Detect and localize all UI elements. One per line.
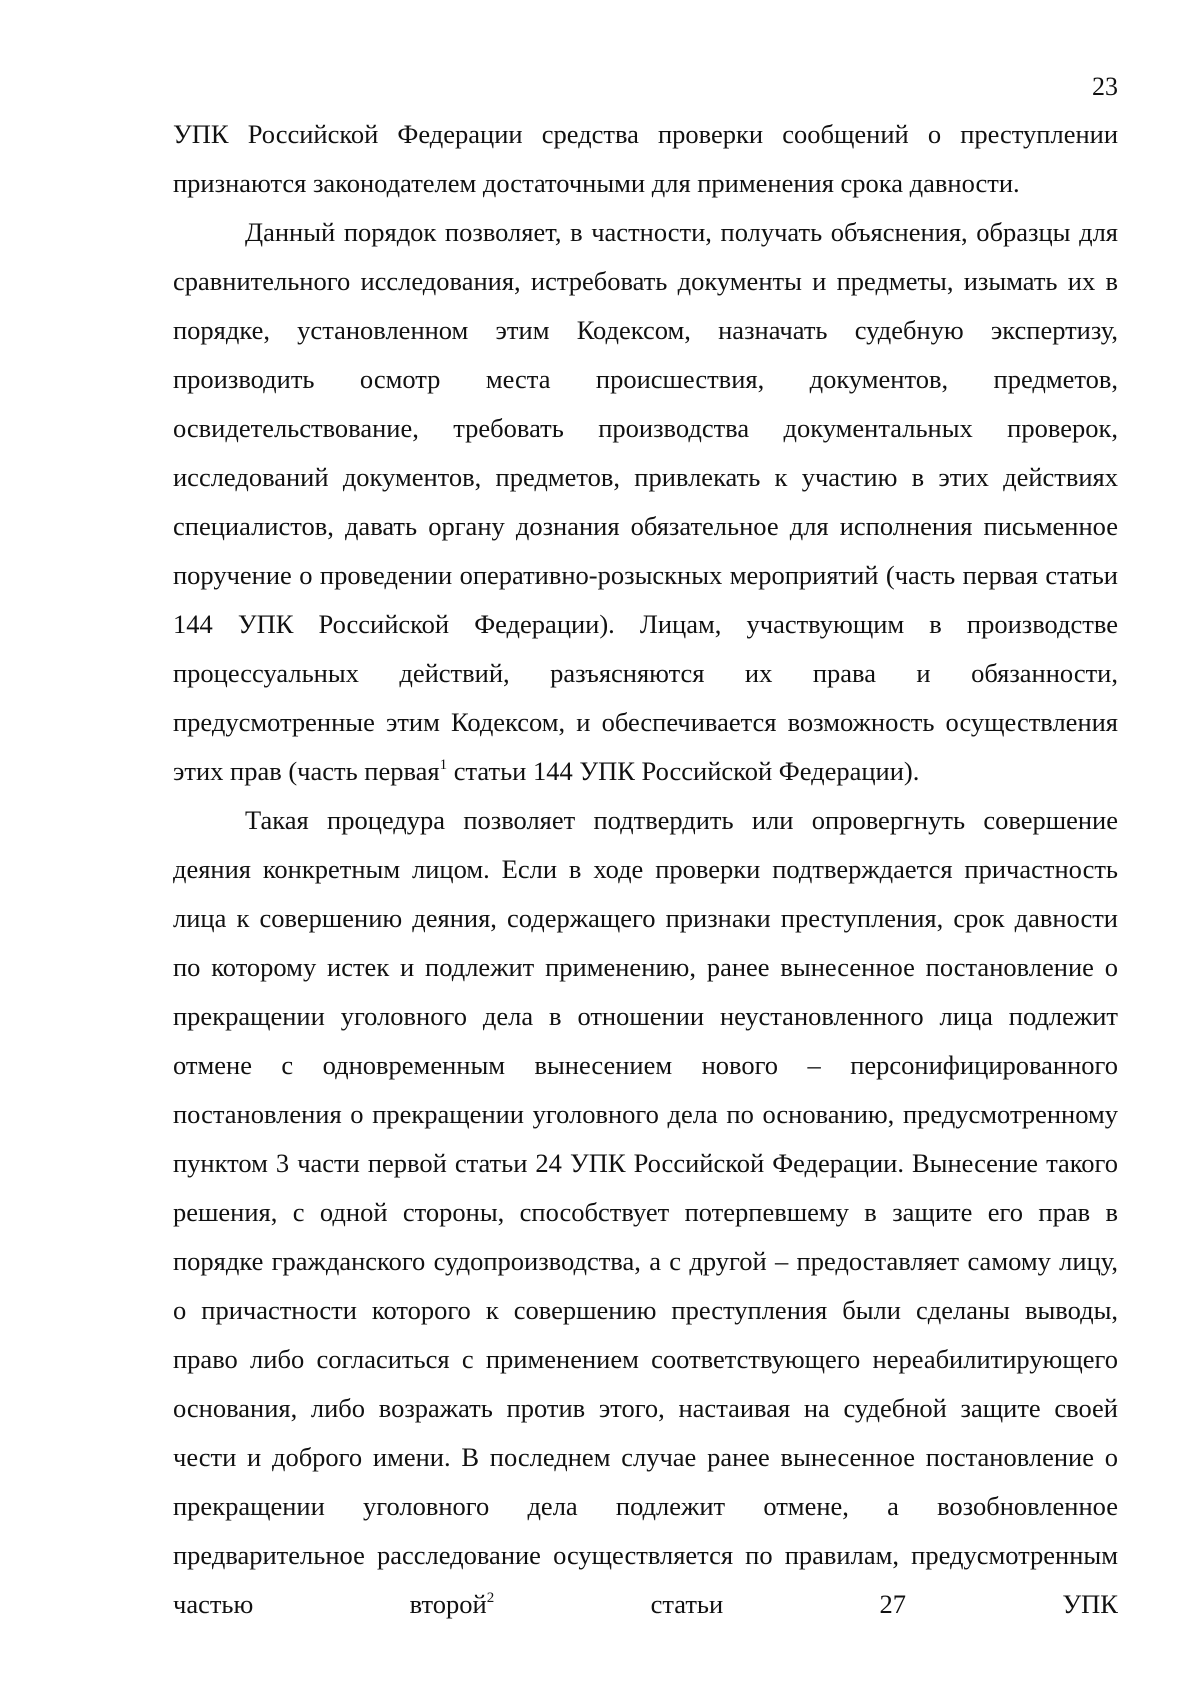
body-text <box>173 110 1118 1629</box>
superscript-1: 1 <box>439 757 448 773</box>
superscript-2: 2 <box>486 1590 495 1606</box>
paragraph-2-text-end: статьи 144 УПК Российской Федерации). <box>447 756 920 786</box>
paragraph-2-text: Данный порядок позволяет, в частности, получать объяснения, образцы для сравнительного исследования, истребовать документы и предметы, изымать их в порядке, установленном этим Кодексом, назначать судебную экспертизу, производить осмотр места происшествия, документов, предметов, освидетельствование, требовать производства документальных проверок, исследований документов, предметов, привлекать к участию в этих действиях специалистов, давать органу дознания обязательное для исполнения письменное поручение о проведении оперативно-розыскных мероприятий (часть первая статьи 144 УПК Российской Федерации). Лицам, участвующим в производстве процессуальных действий, разъясняются их права и обязанности, предусмотренные этим Кодексом, и обеспечивается возможность осуществления этих прав (часть первая <box>173 217 1118 786</box>
paragraph-3-text: Такая процедура позволяет подтвердить или опровергнуть совершение деяния конкретным лицом. Если в ходе проверки подтверждается причастность лица к совершению деяния, содержащего признаки преступления, срок давности по которому истек и подлежит применению, ранее вынесенное постановление о прекращении уголовного дела в отношении неустановленного лица подлежит отмене с одновременным вынесением нового – персонифицированного постановления о прекращении уголовного дела по основанию, предусмотренному пунктом 3 части первой статьи 24 УПК Российской Федерации. Вынесение такого решения, с одной стороны, способствует потерпевшему в защите его прав в порядке гражданского судопроизводства, а с другой – предоставляет самому лицу, о причастности которого к совершению преступления были сделаны выводы, право либо согласиться с применением соответствующего нереабилитирующего основания, либо возражать против этого, настаивая на судебной защите своей чести и доброго имени. В последнем случае ранее вынесенное постановление о прекращении уголовного дела подлежит отмене, а возобновленное предварительное расследование осуществляется по правилам, предусмотренным частью второй <box>173 805 1118 1619</box>
paragraph-1: УПК Российской Федерации средства проверки сообщений о преступлении признаются законодателем достаточными для применения срока давности. <box>173 119 1118 198</box>
paragraph-2 <box>173 208 1118 796</box>
page-number: 23 <box>1092 72 1118 101</box>
paragraph-3-text-end: статьи 27 УПК <box>494 1589 1118 1619</box>
paragraph-3 <box>173 796 1118 1629</box>
